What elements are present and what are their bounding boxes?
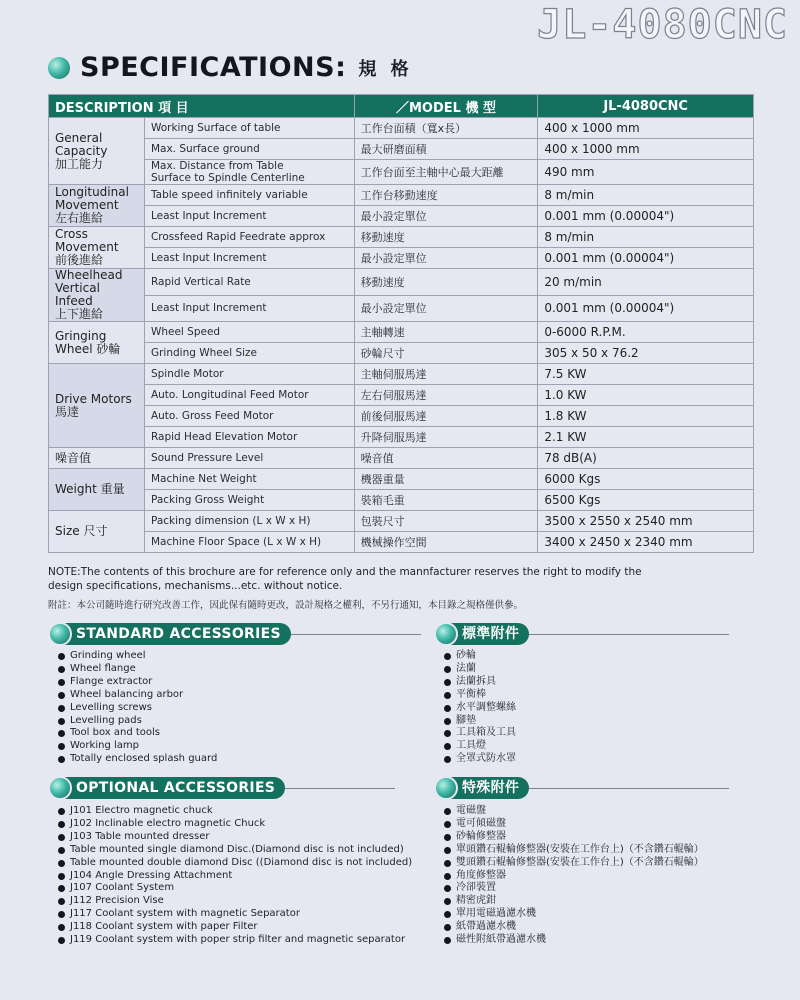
note-en: NOTE:The contents of this brochure are for reference only and the mannfacturer reserves the right to modify the design specifications, mechanisms...etc. without notice. — [48, 566, 642, 592]
description-cn-cell: 最小設定單位 — [354, 295, 538, 322]
bullet-icon — [434, 622, 458, 646]
list-item: J102 Inclinable electro magnetic Chuck — [58, 818, 412, 831]
value-cell: 78 dB(A) — [538, 448, 754, 469]
list-item: 法蘭 — [444, 663, 516, 676]
table-row — [49, 295, 754, 322]
description-cn-cell: 主軸伺服馬達 — [354, 364, 538, 385]
description-cn-cell: 工作台移動速度 — [354, 185, 538, 206]
value-cell: 3500 x 2550 x 2540 mm — [538, 511, 754, 532]
optional-title-cn: 特殊附件 — [448, 777, 529, 799]
value-cell: 0.001 mm (0.00004") — [538, 206, 754, 227]
list-item: 紙帶過濾水機 — [444, 921, 704, 934]
table-header-row — [49, 95, 754, 118]
table-row — [49, 343, 754, 364]
model-watermark: JL-4080CNC — [537, 2, 788, 48]
value-cell: 6500 Kgs — [538, 490, 754, 511]
header-description: DESCRIPTION 項 目 — [49, 95, 355, 118]
description-en-cell: Spindle Motor — [144, 364, 354, 385]
list-item: 全罩式防水罩 — [444, 753, 516, 766]
optional-title-cn-pill — [434, 777, 729, 799]
table-row — [49, 511, 754, 532]
list-item: 雙頭鑽石輥輪修整器(安裝在工作台上)（不含鑽石輥輪） — [444, 857, 704, 870]
table-row — [49, 469, 754, 490]
list-item: J103 Table mounted dresser — [58, 831, 412, 844]
description-en-cell: Rapid Head Elevation Motor — [144, 427, 354, 448]
list-item: J117 Coolant system with magnetic Separator — [58, 908, 412, 921]
spec-body — [49, 118, 754, 553]
list-item: 法蘭拆具 — [444, 676, 516, 689]
bullet-icon — [48, 57, 70, 79]
value-cell: 1.0 KW — [538, 385, 754, 406]
title-cn: 規 格 — [358, 58, 413, 80]
description-en-cell: Grinding Wheel Size — [144, 343, 354, 364]
category-cell: Drive Motors 馬達 — [49, 364, 145, 448]
value-cell: 3400 x 2450 x 2340 mm — [538, 532, 754, 553]
optional-list-en — [58, 805, 412, 947]
divider — [291, 634, 421, 635]
list-item: 角度修整器 — [444, 870, 704, 883]
description-en-cell: Sound Pressure Level — [144, 448, 354, 469]
standard-title-en-pill — [48, 623, 421, 645]
table-row — [49, 227, 754, 248]
list-item: 磁性附紙帶過濾水機 — [444, 934, 704, 947]
value-cell: 0.001 mm (0.00004") — [538, 248, 754, 269]
description-cn-cell: 前後伺服馬達 — [354, 406, 538, 427]
list-item: 單用電磁過濾水機 — [444, 908, 704, 921]
table-row — [49, 406, 754, 427]
description-cn-cell: 最大研磨面積 — [354, 139, 538, 160]
list-item: Tool box and tools — [58, 727, 217, 740]
list-item: 砂輪 — [444, 650, 516, 663]
description-cn-cell: 包裝尺寸 — [354, 511, 538, 532]
description-en-cell: Auto. Gross Feed Motor — [144, 406, 354, 427]
list-item: Wheel flange — [58, 663, 217, 676]
value-cell: 2.1 KW — [538, 427, 754, 448]
list-item: 水平調整螺絲 — [444, 702, 516, 715]
description-cn-cell: 最小設定單位 — [354, 248, 538, 269]
list-item: 工具箱及工具 — [444, 727, 516, 740]
list-item: 冷卻裝置 — [444, 882, 704, 895]
table-row — [49, 322, 754, 343]
list-item: Levelling screws — [58, 702, 217, 715]
optional-title-en-pill — [48, 777, 395, 799]
description-cn-cell: 左右伺服馬達 — [354, 385, 538, 406]
list-item: Working lamp — [58, 740, 217, 753]
list-item: J107 Coolant System — [58, 882, 412, 895]
description-en-cell: Auto. Longitudinal Feed Motor — [144, 385, 354, 406]
description-en-cell: Table speed infinitely variable — [144, 185, 354, 206]
standard-title-en: STANDARD ACCESSORIES — [62, 623, 291, 645]
table-row — [49, 364, 754, 385]
description-cn-cell: 移動速度 — [354, 227, 538, 248]
bullet-icon — [434, 776, 458, 800]
value-cell: 305 x 50 x 76.2 — [538, 343, 754, 364]
list-item: 平衡棒 — [444, 689, 516, 702]
note-cn: 附註：本公司隨時進行研究改善工作，因此保有隨時更改，設計規格之權利，不另行通知，本目錄之規格僅供參。 — [48, 600, 524, 611]
description-en-cell: Rapid Vertical Rate — [144, 269, 354, 296]
description-cn-cell: 砂輪尺寸 — [354, 343, 538, 364]
description-cn-cell: 移動速度 — [354, 269, 538, 296]
value-cell: 8 m/min — [538, 185, 754, 206]
table-row — [49, 139, 754, 160]
value-cell: 8 m/min — [538, 227, 754, 248]
description-cn-cell: 機械操作空間 — [354, 532, 538, 553]
table-row — [49, 185, 754, 206]
list-item: Levelling pads — [58, 715, 217, 728]
divider — [285, 788, 395, 789]
standard-list-en — [58, 650, 217, 766]
list-item: 電可傾磁盤 — [444, 818, 704, 831]
bullet-icon — [48, 776, 72, 800]
description-en-cell: Wheel Speed — [144, 322, 354, 343]
table-row — [49, 269, 754, 296]
description-en-cell: Max. Distance from Table Surface to Spindle Centerline — [144, 160, 354, 185]
category-cell: Weight 重量 — [49, 469, 145, 511]
description-en-cell: Machine Net Weight — [144, 469, 354, 490]
value-cell: 6000 Kgs — [538, 469, 754, 490]
description-cn-cell: 最小設定單位 — [354, 206, 538, 227]
description-en-cell: Least Input Increment — [144, 295, 354, 322]
category-cell: Cross Movement 前後進給 — [49, 227, 145, 269]
table-row — [49, 448, 754, 469]
list-item: J101 Electro magnetic chuck — [58, 805, 412, 818]
page-title — [48, 52, 413, 83]
divider — [529, 634, 729, 635]
list-item: Table mounted single diamond Disc.(Diamond disc is not included) — [58, 844, 412, 857]
list-item: Grinding wheel — [58, 650, 217, 663]
value-cell: 490 mm — [538, 160, 754, 185]
list-item: 工具燈 — [444, 740, 516, 753]
table-row — [49, 427, 754, 448]
description-cn-cell: 裝箱毛重 — [354, 490, 538, 511]
table-row — [49, 532, 754, 553]
description-cn-cell: 機器重量 — [354, 469, 538, 490]
description-en-cell: Working Surface of table — [144, 118, 354, 139]
description-en-cell: Packing dimension (L x W x H) — [144, 511, 354, 532]
description-en-cell: Least Input Increment — [144, 206, 354, 227]
table-row — [49, 160, 754, 185]
table-row — [49, 118, 754, 139]
list-item: J112 Precision Vise — [58, 895, 412, 908]
standard-list-cn — [444, 650, 516, 766]
bullet-icon — [48, 622, 72, 646]
list-item: Table mounted double diamond Disc ((Diamond disc is not included) — [58, 857, 412, 870]
list-item: J104 Angle Dressing Attachment — [58, 870, 412, 883]
list-item: 精密虎鉗 — [444, 895, 704, 908]
table-row — [49, 248, 754, 269]
table-row — [49, 206, 754, 227]
table-row — [49, 385, 754, 406]
value-cell: 0.001 mm (0.00004") — [538, 295, 754, 322]
spec-table — [48, 94, 754, 553]
divider — [529, 788, 729, 789]
optional-title-en: OPTIONAL ACCESSORIES — [62, 777, 285, 799]
description-en-cell: Packing Gross Weight — [144, 490, 354, 511]
list-item: 腳墊 — [444, 715, 516, 728]
category-cell: Size 尺寸 — [49, 511, 145, 553]
description-en-cell: Crossfeed Rapid Feedrate approx — [144, 227, 354, 248]
table-row — [49, 490, 754, 511]
list-item: Totally enclosed splash guard — [58, 753, 217, 766]
title-en: SPECIFICATIONS: — [80, 52, 347, 83]
category-cell: Gringing Wheel 砂輪 — [49, 322, 145, 364]
description-cn-cell: 工作台面至主軸中心最大距離 — [354, 160, 538, 185]
list-item: J118 Coolant system with paper Filter — [58, 921, 412, 934]
description-en-cell: Max. Surface ground — [144, 139, 354, 160]
category-cell: General Capacity 加工能力 — [49, 118, 145, 185]
description-en-cell: Machine Floor Space (L x W x H) — [144, 532, 354, 553]
standard-title-cn-pill — [434, 623, 729, 645]
category-cell: 噪音值 — [49, 448, 145, 469]
list-item: Flange extractor — [58, 676, 217, 689]
value-cell: 400 x 1000 mm — [538, 139, 754, 160]
value-cell: 0-6000 R.P.M. — [538, 322, 754, 343]
list-item: 砂輪修整器 — [444, 831, 704, 844]
description-cn-cell: 噪音值 — [354, 448, 538, 469]
list-item: Wheel balancing arbor — [58, 689, 217, 702]
list-item: 電磁盤 — [444, 805, 704, 818]
category-cell: Longitudinal Movement 左右進給 — [49, 185, 145, 227]
value-cell: 7.5 KW — [538, 364, 754, 385]
description-cn-cell: 主軸轉速 — [354, 322, 538, 343]
optional-list-cn — [444, 805, 704, 947]
description-en-cell: Least Input Increment — [144, 248, 354, 269]
category-cell: Wheelhead Vertical Infeed 上下進給 — [49, 269, 145, 322]
description-cn-cell: 升降伺服馬達 — [354, 427, 538, 448]
list-item: J119 Coolant system with poper strip filter and magnetic separator — [58, 934, 412, 947]
description-cn-cell: 工作台面積（寬x長） — [354, 118, 538, 139]
header-model: ／MODEL 機 型 — [354, 95, 538, 118]
list-item: 單頭鑽石輥輪修整器(安裝在工作台上)（不含鑽石輥輪） — [444, 844, 704, 857]
value-cell: 1.8 KW — [538, 406, 754, 427]
value-cell: 400 x 1000 mm — [538, 118, 754, 139]
standard-title-cn: 標準附件 — [448, 623, 529, 645]
value-cell: 20 m/min — [538, 269, 754, 296]
header-value: JL-4080CNC — [538, 95, 754, 118]
